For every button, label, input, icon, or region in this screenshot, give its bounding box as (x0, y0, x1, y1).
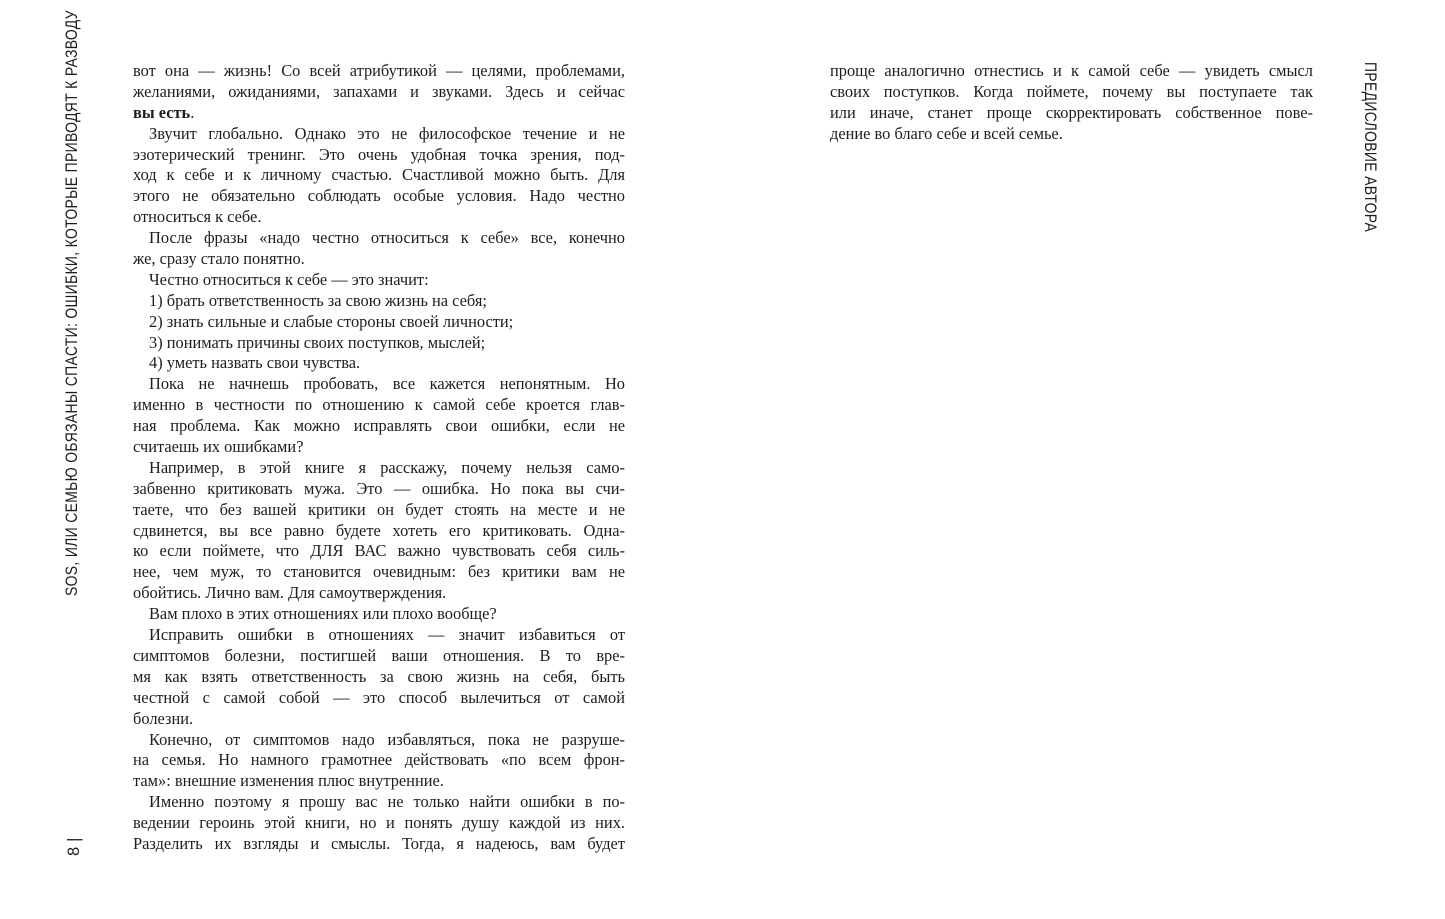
text-line: Вам плохо в этих отношениях или плохо вообще? (149, 604, 497, 624)
text-line: дение во благо себе и всей семье. (830, 123, 1063, 143)
text-line: считаешь их ошибками? (133, 437, 304, 457)
text-line: ная проблема. Как можно исправлять свои ошибки, если не (133, 416, 625, 436)
page-number (65, 838, 84, 856)
text-line: 3) понимать причины своих поступков, мыслей; (149, 332, 486, 352)
text-line: вот она — жизнь! Со всей атрибутикой — целями, проблемами, (133, 61, 625, 80)
text-line: честной с самой собой — это способ вылечиться от самой (133, 687, 625, 707)
text-line: проще аналогично отнестись и к самой себе — увидеть смысл (830, 61, 1313, 80)
text-line: ход к себе и к личному счастью. Счастливой можно быть. Для (133, 165, 625, 185)
text-line: сдвинется, вы все равно будете хотеть его критиковать. Одна- (133, 520, 625, 540)
text-line: таете, что без вашей критики он будет стоять на месте и не (133, 499, 625, 519)
text-line: ко если поймете, что ДЛЯ ВАС важно чувствовать себя силь- (133, 541, 625, 561)
text-line: Звучит глобально. Однако это не философское течение и не (149, 123, 625, 143)
text-line: Конечно, от симптомов надо избавляться, пока не разруше- (149, 729, 625, 749)
text-line: желаниями, ожиданиями, запахами и звуками. Здесь и сейчас (133, 81, 625, 101)
left-page-text (133, 61, 625, 855)
text-line: эзотерический тренинг. Это очень удобная точка зрения, под- (133, 144, 625, 164)
text-line: этого не обязательно соблюдать особые условия. Надо честно (133, 186, 625, 206)
text-line: относиться к себе. (133, 207, 262, 227)
text-line: же, сразу стало понятно. (133, 249, 305, 269)
right-margin-title: ПРЕДИСЛОВИЕ АВТОРА (1361, 62, 1380, 233)
text-line: симптомов болезни, постигшей ваши отношения. В то вре- (133, 645, 625, 665)
right-page-text (830, 61, 1313, 145)
text-line: там»: внешние изменения плюс внутренние. (133, 771, 444, 791)
text-line: своих поступков. Когда поймете, почему вы поступаете так (830, 81, 1313, 101)
text-line: ведении героинь этой книги, но и понять душу каждой из них. (133, 813, 625, 833)
text-line: именно в честности по отношению к самой себе кроется глав- (133, 395, 625, 415)
text-line: или иначе, станет проще скорректировать собственное пове- (830, 102, 1313, 122)
text-line: Именно поэтому я прошу вас не только найти ошибки в по- (149, 792, 625, 812)
text-line: Например, в этой книге я расскажу, почему нельзя само- (149, 457, 625, 477)
text-line: нее, чем муж, то становится очевидным: без критики вам не (133, 562, 625, 582)
text-line: Пока не начнешь пробовать, все кажется непонятным. Но (149, 374, 625, 394)
text-line: обойтись. Лично вам. Для самоутверждения. (133, 583, 447, 603)
text-line: мя как взять ответственность за свою жизнь на себя, быть (133, 666, 625, 686)
text-line: Разделить их взгляды и смыслы. Тогда, я надеюсь, вам будет (133, 833, 625, 853)
text-line: вы есть. (133, 102, 195, 122)
left-margin-title: SOS, ИЛИ СЕМЬЮ ОБЯЗАНЫ СПАСТИ: ОШИБКИ, КОТОРЫЕ ПРИВОДЯТ К РАЗВОДУ (62, 10, 81, 597)
page-number-value: 8 (65, 846, 83, 856)
text-line: 2) знать сильные и слабые стороны своей личности; (149, 311, 514, 331)
text-line: Честно относиться к себе — это значит: (149, 269, 429, 289)
text-line: После фразы «надо честно относиться к себе» все, конечно (149, 228, 625, 248)
text-line: на семья. Но намного грамотнее действовать «по всем фрон- (133, 750, 625, 770)
text-line: 4) уметь назвать свои чувства. (149, 353, 361, 373)
page-number-separator: | (65, 837, 83, 842)
text-line: Исправить ошибки в отношениях — значит избавиться от (149, 625, 625, 645)
text-line: 1) брать ответственность за свою жизнь на себя; (149, 290, 487, 310)
text-line: болезни. (133, 708, 194, 728)
text-line: забвенно критиковать мужа. Это — ошибка. Но пока вы счи- (133, 478, 625, 498)
